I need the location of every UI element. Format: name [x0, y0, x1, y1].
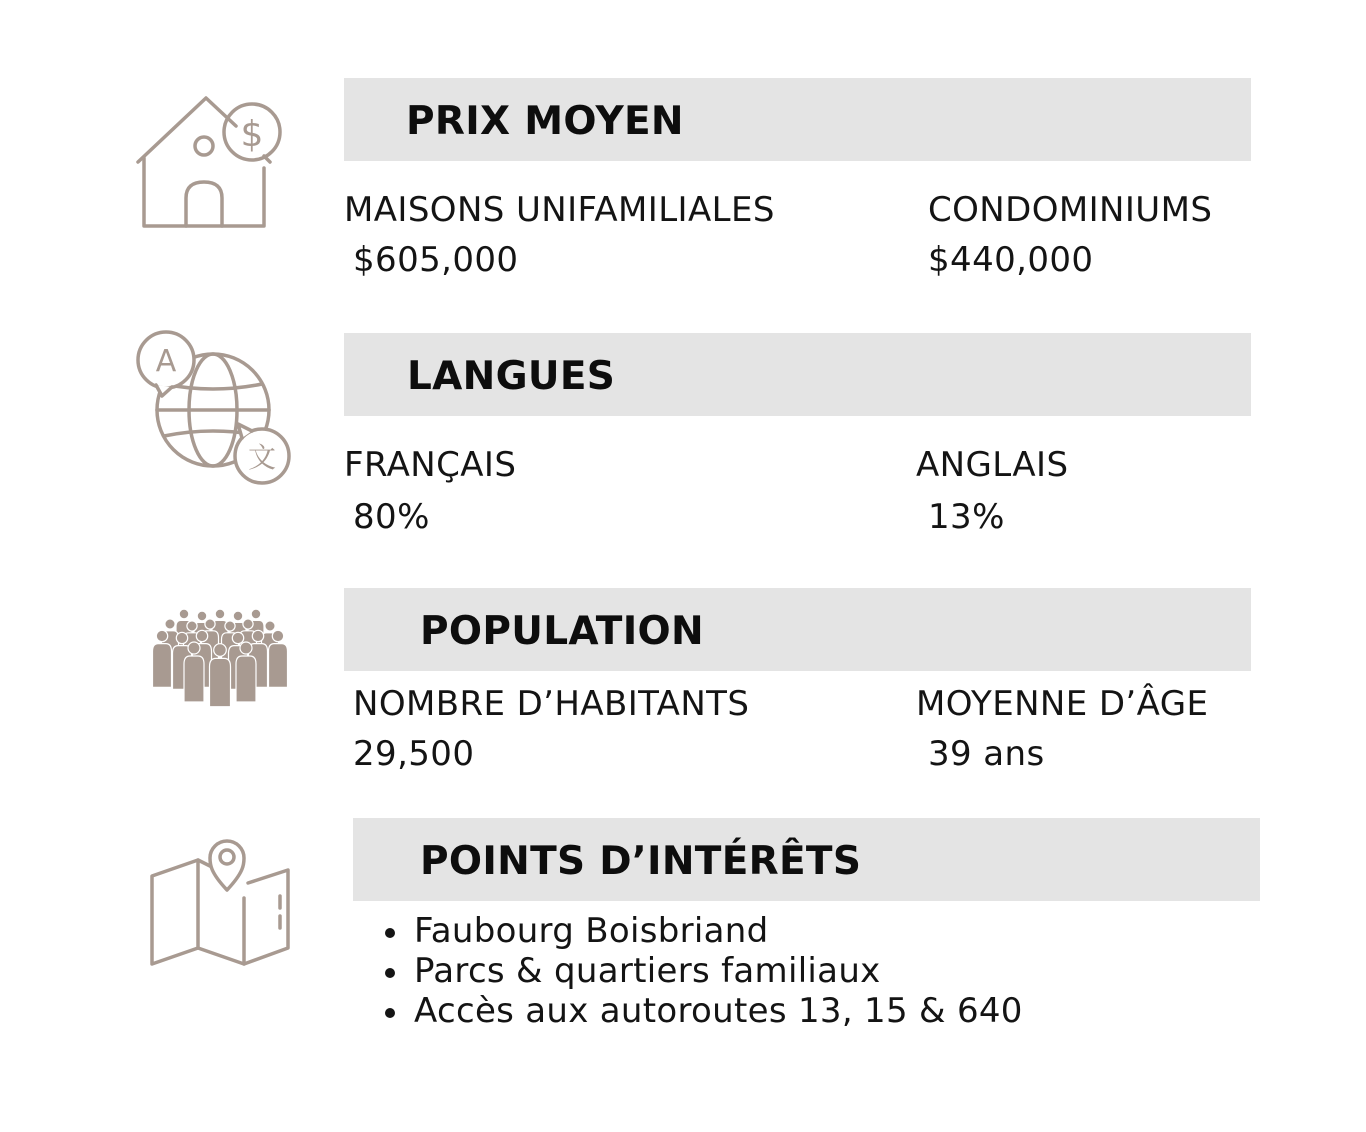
map-pin-icon	[148, 838, 294, 970]
bullet-dot	[385, 928, 395, 938]
translation-globe-icon	[136, 330, 292, 486]
prix-value-condos: $440,000	[928, 240, 1094, 280]
points-list	[383, 911, 1023, 1031]
cjk-glyph: 文	[247, 441, 277, 474]
langues-value-anglais: 13%	[928, 497, 1005, 537]
bullet-dot	[385, 968, 395, 978]
langues-title: LANGUES	[407, 354, 616, 399]
population-value-age: 39 ans	[928, 734, 1045, 774]
prix-label-condos: CONDOMINIUMS	[928, 190, 1213, 230]
langues-label-francais: FRANÇAIS	[344, 445, 517, 485]
list-item	[383, 951, 1023, 991]
dollar-glyph: $	[240, 114, 264, 155]
list-item	[383, 991, 1023, 1031]
bullet-dot	[385, 1008, 395, 1018]
crowd-icon	[148, 606, 294, 716]
langues-label-anglais: ANGLAIS	[916, 445, 1069, 485]
population-value-habitants: 29,500	[353, 734, 475, 774]
list-item-label: Parcs & quartiers familiaux	[414, 951, 881, 991]
langues-value-francais: 80%	[353, 497, 430, 537]
population-band	[344, 588, 1251, 671]
list-item-label: Accès aux autoroutes 13, 15 & 640	[414, 991, 1023, 1031]
langues-band	[344, 333, 1251, 416]
prix-band	[344, 78, 1251, 161]
prix-value-maisons: $605,000	[353, 240, 519, 280]
population-label-age: MOYENNE D’ÂGE	[916, 684, 1209, 724]
house-price-icon	[136, 96, 286, 230]
points-band	[353, 818, 1260, 901]
list-item	[383, 911, 1023, 951]
points-title: POINTS D’INTÉRÊTS	[420, 839, 862, 884]
prix-title: PRIX MOYEN	[406, 99, 684, 144]
population-title: POPULATION	[420, 609, 704, 654]
population-label-habitants: NOMBRE D’HABITANTS	[353, 684, 750, 724]
prix-label-maisons: MAISONS UNIFAMILIALES	[344, 190, 775, 230]
letter-a-glyph: A	[155, 344, 177, 379]
list-item-label: Faubourg Boisbriand	[414, 911, 769, 951]
